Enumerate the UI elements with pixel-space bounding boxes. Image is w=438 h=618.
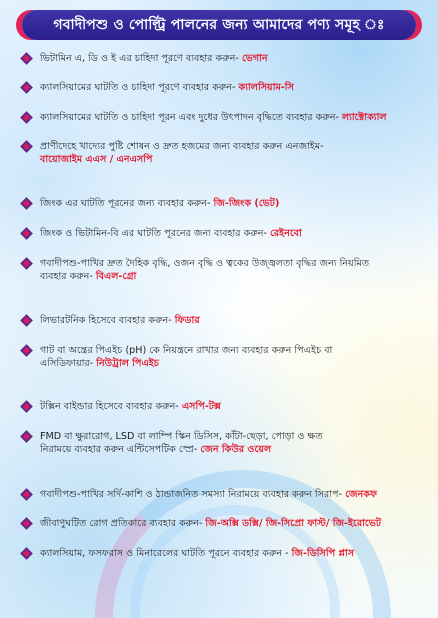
product-name: জি-ডিসিপি প্লাস xyxy=(291,548,355,559)
title-banner xyxy=(22,10,416,40)
list-item xyxy=(22,344,438,370)
item-text: ক্যালসিয়াম, ফসফরাস ও মিনারেলের ঘাটতি পূরনে ব্যবহার করুন - xyxy=(40,548,292,559)
list-item xyxy=(22,430,438,456)
list-item xyxy=(22,257,438,283)
product-name: বায়োজাইম এএস / এনএসপি xyxy=(40,154,153,165)
item-text: জিংক ও ভিটামিন-বি এর ঘাটতি পূরনের জন্য ব্যবহার করুন- xyxy=(40,228,270,239)
list-item xyxy=(22,488,438,501)
list-item xyxy=(22,517,438,530)
product-name: ফিডার xyxy=(174,315,200,326)
item-text: FMD বা ক্ষুরারোগ, LSD বা লাম্পি স্কিন ডিসিস, কাঁটা-ছেড়া, পোড়া ও ক্ষত xyxy=(40,431,323,442)
bullet-icon xyxy=(20,140,33,153)
bullet-icon xyxy=(20,314,33,327)
item-text-cont: এসিডিফায়ার- xyxy=(40,358,97,369)
item-text: লিভারটনিক হিসেবে ব্যবহার করুন- xyxy=(40,315,175,326)
product-name: ভেগান xyxy=(241,53,268,64)
product-name: জেন কিউর ওয়েল xyxy=(200,444,272,455)
item-text: ক্যালসিয়ামের ঘাটতি ও চাহিদা পূরণে ব্যবহার করুন- xyxy=(40,82,239,93)
item-text: গাট বা অন্ত্রের পিএইচ (pH) কে নিয়ন্ত্রনে রাখার জন্য ব্যবহার করুন পিএইচ বা xyxy=(40,345,333,356)
list-item xyxy=(22,81,438,94)
product-name: ল্যাক্টোক্যাল xyxy=(341,112,387,123)
poster-title: গবাদীপশু ও পোল্ট্রি পালনের জন্য আমাদের পণ্য সমূহ ঃ xyxy=(53,17,385,33)
bullet-icon xyxy=(20,488,33,501)
item-text-cont: নিরাময়ে ব্যবহার করুন এন্টিসেপটিক স্প্রে- xyxy=(40,444,201,455)
item-text: ক্যালসিয়ামের ঘাটতি ও চাহিদা পূরন এবং দুধের উৎপাদন বৃদ্ধিতে ব্যবহার করুন- xyxy=(40,112,342,123)
bullet-icon xyxy=(20,111,33,124)
bullet-icon xyxy=(20,400,33,413)
item-text: প্রাণীদেহে খাদ্যের পুষ্টি শোষন ও দ্রুত হজমের জন্য ব্যবহার করুন এনজাইম- xyxy=(40,141,324,152)
product-name: বিএল-গ্রো xyxy=(95,271,137,282)
bullet-icon xyxy=(20,517,33,530)
product-name: জি-অক্সি ডক্সি/ জি-সিপ্রো ফাস্ট/ জি-ইরোভেট xyxy=(205,518,382,529)
item-text-cont: ব্যবহার করুন- xyxy=(40,271,96,282)
item-text: গবাদীপশু-পাখির সর্দি-কাশি ও ঠান্ডাজনিত সমস্যা নিরাময়ে ব্যবহার করুন সিরাপ- xyxy=(40,489,346,500)
item-text: জীবাণুঘটিত রোগ প্রতিকারে ব্যবহার করুন- xyxy=(40,518,206,529)
item-text: গবাদীপশু-পাখির দ্রুত দৈহিক বৃদ্ধি, ওজন বৃদ্ধি ও ত্বকের উজ্জ্বলতা বৃদ্ধির জন্য নিয়মিত xyxy=(40,258,370,269)
product-name: জেনকফ xyxy=(345,489,377,500)
list-item xyxy=(22,400,438,413)
bullet-icon xyxy=(20,547,33,560)
list-item xyxy=(22,314,438,327)
item-text: জিংক এর ঘাটতি পূরনের জন্য ব্যবহার করুন- xyxy=(40,198,214,209)
bullet-icon xyxy=(20,227,33,240)
product-name: রেইনবো xyxy=(269,228,302,239)
product-name: ক্যালসিয়াম-সি xyxy=(238,82,294,93)
list-item xyxy=(22,547,438,560)
bullet-icon xyxy=(20,430,33,443)
product-name: জি-জিংক (ভেট) xyxy=(213,198,280,209)
list-item xyxy=(22,111,438,124)
item-text: ভিটামিন এ, ডি ও ই এর চাহিদা পূরণে ব্যবহার করুন- xyxy=(40,53,242,64)
product-name: নিউট্রাল পিএইচ xyxy=(96,358,159,369)
bullet-icon xyxy=(20,197,33,210)
list-item xyxy=(22,52,438,65)
bullet-icon xyxy=(20,81,33,94)
list-item xyxy=(22,197,438,210)
list-item xyxy=(22,227,438,240)
bullet-icon xyxy=(20,257,33,270)
bullet-icon xyxy=(20,52,33,65)
list-item xyxy=(22,140,438,166)
bullet-icon xyxy=(20,344,33,357)
product-name: এসপি-টক্স xyxy=(181,401,221,412)
item-text: টক্সিন বাইন্ডার হিসেবে ব্যবহার করুন- xyxy=(40,401,182,412)
